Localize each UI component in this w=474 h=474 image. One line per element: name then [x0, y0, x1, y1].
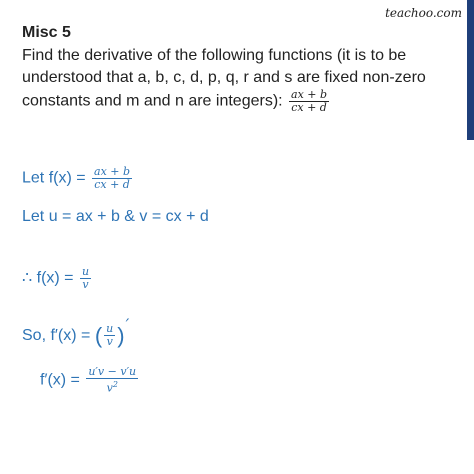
fraction-denominator: v: [82, 278, 89, 291]
parenthesized-fraction: [95, 323, 125, 349]
page-title: Misc 5: [22, 24, 71, 41]
denominator-exponent: 2: [112, 380, 118, 389]
prime-mark: ′: [125, 315, 130, 334]
line-4-fraction: [104, 323, 115, 348]
fraction-denominator: cx + d: [291, 101, 327, 114]
line-5-fraction: [86, 366, 138, 395]
fraction-denominator: cx + d: [94, 178, 130, 191]
accent-bar: [467, 0, 474, 140]
denominator-base: v: [106, 381, 113, 395]
line-1-fraction: [92, 166, 132, 191]
fraction-numerator: u: [81, 265, 90, 278]
question-body: Find the derivative of the following functions (it is to be understood that a, b, c, d, p, q, r and s are fixed non-zero constants and m and n are integers):: [22, 47, 426, 110]
solution-line-5: [40, 366, 140, 395]
open-paren: (: [94, 322, 103, 348]
close-paren: ): [117, 322, 125, 348]
fraction-denominator: v: [106, 335, 113, 349]
teachoo-logo: teachoo.com: [385, 6, 462, 20]
fraction-numerator: ax + b: [94, 165, 131, 178]
line-5-lhs: f′(x) =: [40, 371, 80, 389]
question-text: [22, 45, 462, 114]
solution-line-2: Let u = ax + b & v = cx + d: [22, 208, 209, 225]
solution-line-4: [22, 315, 129, 349]
line-3-fraction: [80, 266, 91, 291]
fraction-denominator: [105, 379, 120, 395]
solution-line-1: [22, 166, 134, 191]
fraction-numerator: ax + b: [291, 88, 328, 101]
fraction-numerator: u: [106, 322, 114, 336]
question-fraction: [289, 89, 329, 114]
solution-line-3: [22, 266, 93, 291]
line-4-lhs: So, f′(x) =: [22, 327, 91, 344]
line-1-lhs: Let f(x) =: [22, 169, 86, 187]
line-3-lhs: ∴ f(x) =: [22, 269, 74, 287]
fraction-numerator: u′v − v′u: [88, 365, 137, 378]
